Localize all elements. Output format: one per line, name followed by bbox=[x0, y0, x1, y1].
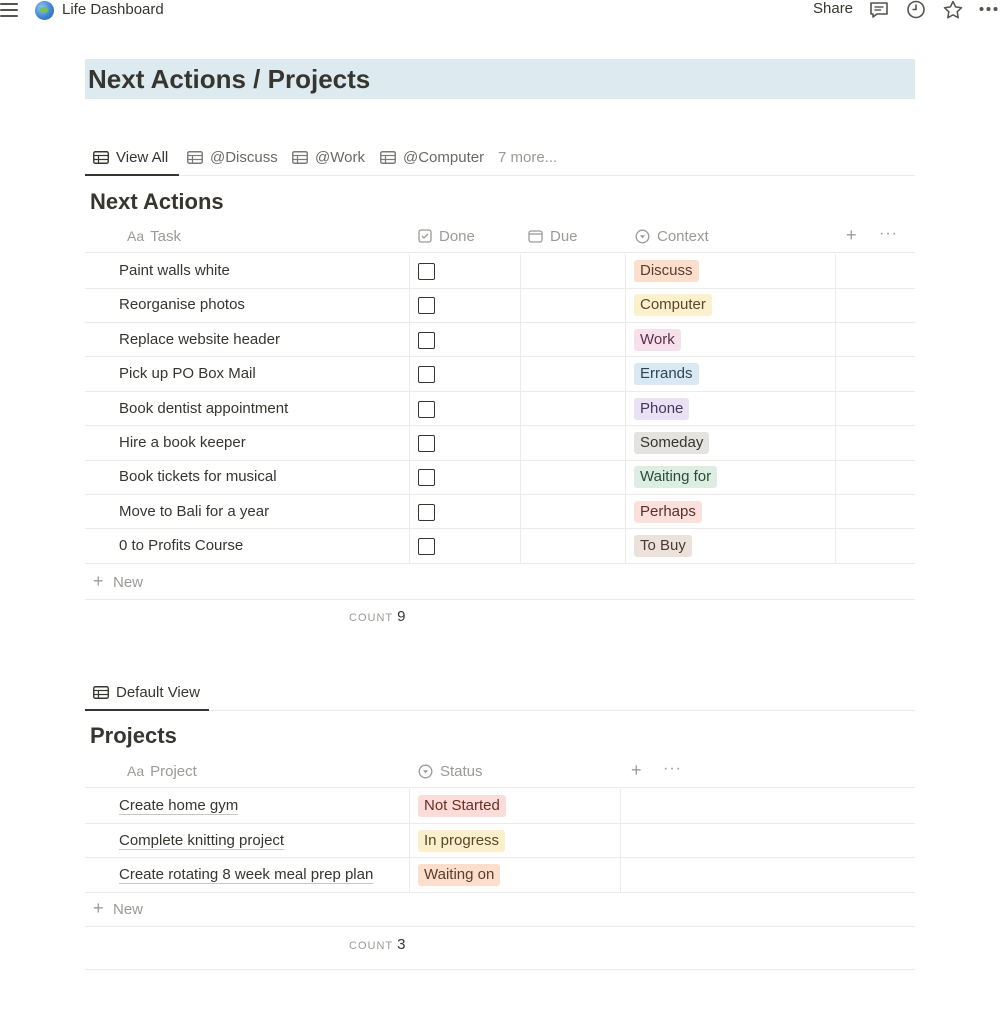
calendar-property-icon bbox=[528, 229, 543, 243]
next-actions-view-tabs bbox=[85, 134, 915, 176]
column-header-due[interactable] bbox=[528, 219, 578, 253]
hamburger-menu-icon[interactable] bbox=[0, 3, 18, 17]
table-row[interactable] bbox=[85, 824, 915, 859]
task-title[interactable]: Book tickets for musical bbox=[119, 468, 277, 486]
new-row-label: New bbox=[113, 901, 144, 918]
column-divider bbox=[409, 323, 410, 357]
add-property-icon[interactable]: + bbox=[631, 760, 642, 780]
text-property-icon: Aa bbox=[127, 763, 145, 779]
context-tag[interactable]: Phone bbox=[634, 398, 689, 420]
done-checkbox[interactable] bbox=[418, 469, 435, 486]
column-divider bbox=[520, 254, 521, 288]
context-tag[interactable]: Waiting for bbox=[634, 466, 717, 488]
table-icon bbox=[93, 686, 109, 699]
tab-label: @Computer bbox=[403, 148, 485, 166]
select-property-icon bbox=[635, 229, 650, 244]
table-row[interactable] bbox=[85, 529, 915, 564]
done-checkbox[interactable] bbox=[418, 332, 435, 349]
projects-header-row bbox=[85, 754, 915, 788]
tab-label: View All bbox=[116, 148, 169, 166]
active-tab-underline bbox=[85, 709, 209, 711]
column-divider bbox=[835, 529, 836, 563]
done-checkbox[interactable] bbox=[418, 366, 435, 383]
clock-history-icon[interactable] bbox=[905, 0, 927, 21]
done-checkbox[interactable] bbox=[418, 538, 435, 555]
tab-label: @Discuss bbox=[210, 148, 278, 166]
context-tag[interactable]: Errands bbox=[634, 363, 699, 385]
add-property-icon[interactable]: + bbox=[846, 225, 857, 245]
count-label: COUNT bbox=[349, 940, 394, 952]
more-options-icon[interactable]: ··· bbox=[879, 225, 898, 242]
task-title[interactable]: Hire a book keeper bbox=[119, 434, 246, 451]
top-bar bbox=[0, 0, 1005, 22]
text-property-icon: Aa bbox=[127, 228, 145, 244]
column-divider bbox=[409, 288, 410, 322]
column-divider bbox=[409, 858, 410, 892]
context-tag[interactable]: Computer bbox=[634, 294, 712, 316]
column-divider bbox=[520, 392, 521, 426]
column-divider bbox=[835, 426, 836, 460]
column-divider bbox=[835, 392, 836, 426]
table-icon bbox=[93, 151, 109, 164]
table-row[interactable] bbox=[85, 357, 915, 392]
count-next-actions bbox=[349, 608, 405, 625]
comment-icon[interactable] bbox=[868, 0, 890, 21]
plus-icon: + bbox=[93, 571, 104, 591]
column-divider bbox=[520, 288, 521, 322]
context-tag[interactable]: Perhaps bbox=[634, 501, 702, 523]
column-divider bbox=[409, 357, 410, 391]
column-divider bbox=[625, 460, 626, 494]
count-value: 3 bbox=[397, 936, 406, 953]
column-divider bbox=[625, 495, 626, 529]
column-divider bbox=[409, 789, 410, 823]
tab-view-all[interactable] bbox=[93, 144, 168, 170]
column-divider bbox=[625, 392, 626, 426]
next-actions-header-row bbox=[85, 219, 915, 253]
task-title[interactable]: 0 to Profits Course bbox=[119, 537, 244, 555]
task-title[interactable]: Book dentist appointment bbox=[119, 399, 289, 417]
column-header-project[interactable] bbox=[127, 754, 197, 788]
table-row[interactable] bbox=[85, 460, 915, 495]
column-divider bbox=[520, 495, 521, 529]
tab-label: Default View bbox=[116, 683, 200, 701]
project-title[interactable]: Create home gym bbox=[119, 797, 239, 814]
project-title[interactable]: Complete knitting project bbox=[119, 831, 285, 849]
table-row[interactable] bbox=[85, 426, 915, 461]
table-row[interactable] bbox=[85, 323, 915, 358]
count-projects bbox=[349, 936, 405, 953]
tab-more[interactable]: 7 more... bbox=[498, 148, 558, 166]
done-checkbox[interactable] bbox=[418, 401, 435, 418]
column-divider bbox=[520, 529, 521, 563]
context-tag[interactable]: To Buy bbox=[634, 535, 692, 557]
table-row[interactable] bbox=[85, 392, 915, 427]
column-divider bbox=[520, 357, 521, 391]
column-divider bbox=[835, 254, 836, 288]
table-row[interactable] bbox=[85, 288, 915, 323]
select-property-icon bbox=[418, 764, 433, 779]
table-row[interactable] bbox=[85, 495, 915, 530]
column-divider bbox=[625, 426, 626, 460]
column-divider bbox=[409, 824, 410, 858]
column-label: Project bbox=[150, 762, 197, 780]
column-divider bbox=[835, 357, 836, 391]
status-tag[interactable]: In progress bbox=[418, 830, 505, 852]
page-title[interactable]: Next Actions / Projects bbox=[88, 64, 371, 94]
column-divider bbox=[625, 254, 626, 288]
task-title[interactable]: Move to Bali for a year bbox=[119, 502, 270, 520]
column-divider bbox=[625, 529, 626, 563]
count-value: 9 bbox=[397, 608, 406, 625]
context-tag[interactable]: Someday bbox=[634, 432, 709, 454]
context-tag[interactable]: Work bbox=[634, 329, 681, 351]
column-label: Status bbox=[440, 762, 483, 780]
done-checkbox[interactable] bbox=[418, 435, 435, 452]
column-header-done[interactable] bbox=[418, 219, 475, 253]
column-divider bbox=[625, 323, 626, 357]
star-favorite-icon[interactable] bbox=[942, 0, 964, 21]
column-divider bbox=[835, 495, 836, 529]
column-header-context[interactable] bbox=[635, 219, 709, 253]
status-tag[interactable]: Not Started bbox=[418, 795, 506, 817]
column-divider bbox=[409, 495, 410, 529]
next-actions-title: Next Actions bbox=[90, 189, 224, 214]
column-divider bbox=[620, 789, 621, 823]
table-icon bbox=[187, 151, 203, 164]
done-checkbox[interactable] bbox=[418, 263, 435, 280]
task-title[interactable]: Pick up PO Box Mail bbox=[119, 365, 256, 383]
column-divider bbox=[835, 323, 836, 357]
column-label: Done bbox=[439, 227, 475, 245]
table-row[interactable] bbox=[85, 789, 915, 824]
breadcrumb-life-dashboard[interactable]: Life Dashboard bbox=[62, 1, 164, 18]
page-title-block bbox=[85, 59, 915, 99]
task-title[interactable]: Paint walls white bbox=[119, 262, 230, 279]
bottom-divider bbox=[85, 969, 915, 970]
done-checkbox[interactable] bbox=[418, 504, 435, 521]
tab-default-view[interactable] bbox=[93, 679, 200, 705]
column-header-task[interactable] bbox=[127, 219, 181, 253]
table-icon bbox=[380, 151, 396, 164]
share-button[interactable]: Share bbox=[813, 0, 854, 17]
new-row-label: New bbox=[113, 574, 144, 591]
active-tab-underline bbox=[85, 174, 179, 176]
context-tag[interactable]: Discuss bbox=[634, 260, 699, 282]
checkbox-property-icon bbox=[418, 229, 432, 243]
column-divider bbox=[835, 460, 836, 494]
column-divider bbox=[409, 460, 410, 494]
task-title[interactable]: Reorganise photos bbox=[119, 296, 245, 314]
column-divider bbox=[520, 460, 521, 494]
column-divider bbox=[409, 254, 410, 288]
column-divider bbox=[620, 824, 621, 858]
more-options-icon[interactable] bbox=[978, 0, 1000, 21]
done-checkbox[interactable] bbox=[418, 297, 435, 314]
tab-work[interactable] bbox=[292, 144, 365, 170]
column-label: Due bbox=[550, 227, 578, 245]
column-divider bbox=[625, 288, 626, 322]
task-title[interactable]: Replace website header bbox=[119, 330, 280, 348]
new-row-projects[interactable] bbox=[85, 893, 915, 927]
tab-discuss[interactable] bbox=[187, 144, 278, 170]
column-divider bbox=[520, 426, 521, 460]
column-divider bbox=[409, 529, 410, 563]
column-divider bbox=[409, 392, 410, 426]
table-row[interactable] bbox=[85, 254, 915, 289]
column-divider bbox=[620, 858, 621, 892]
project-title[interactable]: Create rotating 8 week meal prep plan bbox=[119, 866, 374, 883]
more-options-icon[interactable]: ··· bbox=[663, 760, 682, 777]
plus-icon: + bbox=[93, 898, 104, 918]
table-row[interactable] bbox=[85, 858, 915, 893]
globe-page-icon bbox=[35, 1, 54, 20]
column-header-status[interactable] bbox=[418, 754, 483, 788]
count-label: COUNT bbox=[349, 612, 394, 624]
new-row-next-actions[interactable] bbox=[85, 566, 915, 600]
projects-view-tabs bbox=[85, 669, 915, 711]
column-label: Context bbox=[657, 227, 709, 245]
column-divider bbox=[625, 357, 626, 391]
table-icon bbox=[292, 151, 308, 164]
column-divider bbox=[520, 323, 521, 357]
column-divider bbox=[409, 426, 410, 460]
column-divider bbox=[835, 288, 836, 322]
projects-title: Projects bbox=[90, 723, 177, 748]
tab-label: @Work bbox=[315, 148, 365, 166]
column-label: Task bbox=[150, 227, 181, 245]
status-tag[interactable]: Waiting on bbox=[418, 864, 500, 886]
tab-computer[interactable] bbox=[380, 144, 484, 170]
